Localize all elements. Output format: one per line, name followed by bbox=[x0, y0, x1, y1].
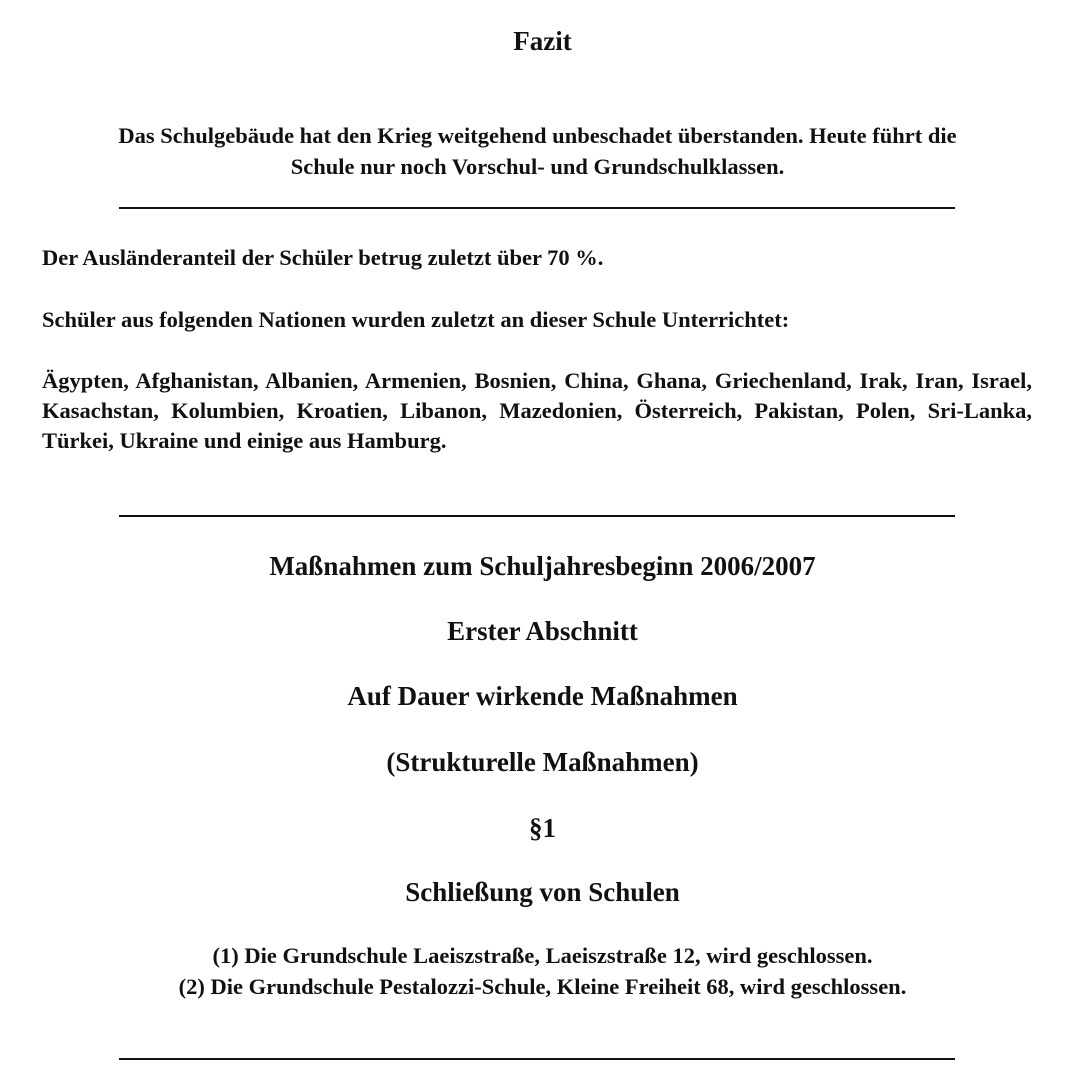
measures-heading: Maßnahmen zum Schuljahresbeginn 2006/2007 bbox=[269, 551, 816, 581]
nations-intro-text: Schüler aus folgenden Nationen wurden zuletzt an dieser Schule Unterrichtet: bbox=[42, 307, 790, 332]
intro-line-1: Das Schulgebäude hat den Krieg weitgehend unbeschadet überstanden. Heute führt die bbox=[118, 123, 957, 148]
paragraph-title: Schließung von Schulen bbox=[405, 877, 680, 907]
paragraph-number: §1 bbox=[529, 813, 556, 843]
divider-line bbox=[119, 515, 955, 517]
clause-item: (2) Die Grundschule Pestalozzi-Schule, Kleine Freiheit 68, wird geschlossen. bbox=[178, 974, 907, 999]
foreign-share-text: Der Ausländeranteil der Schüler betrug zuletzt über 70 %. bbox=[42, 245, 604, 270]
divider-line bbox=[119, 1058, 955, 1060]
intro-paragraph bbox=[40, 120, 1035, 182]
clause-item: (1) Die Grundschule Laeiszstraße, Laeiszstraße 12, wird geschlossen. bbox=[212, 943, 873, 968]
divider-line bbox=[119, 207, 955, 209]
section-heading: Erster Abschnitt bbox=[447, 616, 638, 646]
nations-list: Ägypten, Afghanistan, Albanien, Armenien, Bosnien, China, Ghana, Griechenland, Irak, Iran, Israel, Kasachstan, Kolumbien, Kroatien, Libanon, Mazedonien, Österreich, Pakistan, Polen, Sri-Lanka, Türkei, Ukraine und einige aus Hamburg. bbox=[42, 368, 1032, 453]
measures-category: (Strukturelle Maßnahmen) bbox=[386, 747, 699, 777]
page-title: Fazit bbox=[513, 26, 572, 56]
closure-clauses bbox=[0, 940, 1085, 1002]
intro-line-2: Schule nur noch Vorschul- und Grundschulklassen. bbox=[290, 154, 785, 179]
measures-subtitle: Auf Dauer wirkende Maßnahmen bbox=[347, 681, 738, 711]
